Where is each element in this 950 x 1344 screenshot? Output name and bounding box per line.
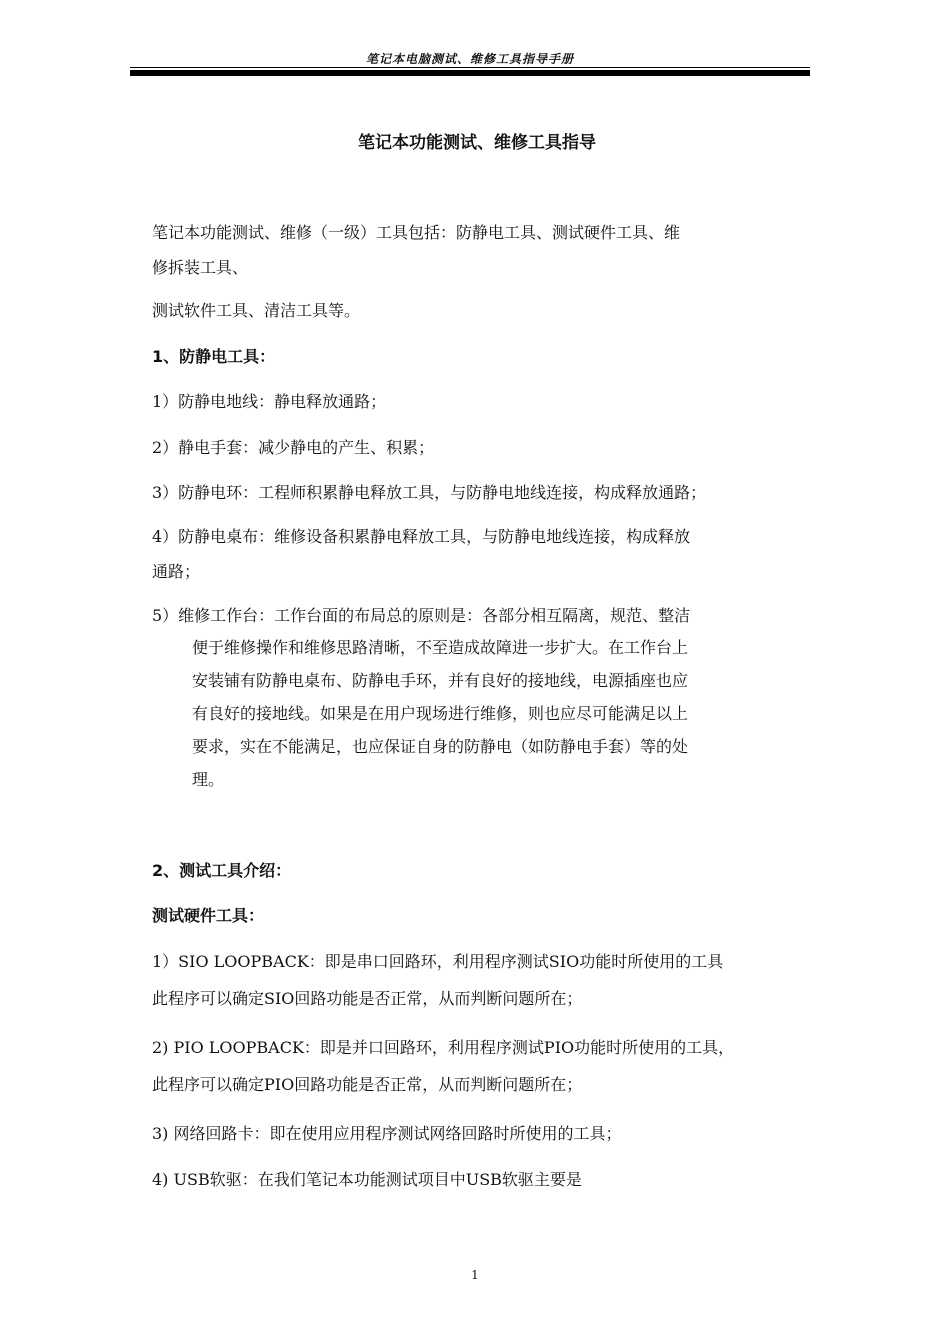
list-item-continuation: 要求，实在不能满足，也应保证自身的防静电（如防静电手套）等的处: [192, 737, 689, 756]
document-title: 笔记本功能测试、维修工具指导: [358, 133, 596, 153]
list-item: 2) PIO LOOPBACK：即是并口回路环，利用程序测试PIO功能时所使用的工具，: [152, 1038, 735, 1057]
list-item: 5）维修工作台：工作台面的布局总的原则是：各部分相互隔离，规范、整洁: [152, 606, 691, 625]
list-item: 4）防静电桌布：维修设备积累静电释放工具，与防静电地线连接，构成释放: [152, 527, 691, 546]
section-1-heading: 1、防静电工具：: [152, 347, 276, 366]
section-2-heading: 2、测试工具介绍：: [152, 861, 292, 880]
page-number: 1: [471, 1268, 479, 1282]
section-2-subheading: 测试硬件工具：: [152, 906, 265, 925]
list-item-continuation: 有良好的接地线。如果是在用户现场进行维修，则也应尽可能满足以上: [192, 704, 689, 723]
list-item: 1）防静电地线：静电释放通路；: [152, 392, 387, 411]
list-item: 2）静电手套：减少静电的产生、积累；: [152, 438, 435, 457]
list-item-continuation: 理。: [192, 770, 225, 789]
header-rule-thick: [130, 70, 810, 76]
list-item-continuation: 通路；: [152, 562, 201, 581]
running-header: 笔记本电脑测试、维修工具指导手册: [365, 52, 574, 66]
list-item-continuation: 安装铺有防静电桌布、防静电手环，并有良好的接地线，电源插座也应: [192, 671, 689, 690]
list-item-continuation: 此程序可以确定SIO回路功能是否正常，从而判断问题所在；: [152, 989, 583, 1008]
list-item-continuation: 此程序可以确定PIO回路功能是否正常，从而判断问题所在；: [152, 1075, 583, 1094]
intro-line-2: 修拆装工具、: [152, 258, 249, 277]
list-item: 4) USB软驱：在我们笔记本功能测试项目中USB软驱主要是: [152, 1170, 582, 1189]
list-item: 3) 网络回路卡：即在使用应用程序测试网络回路时所使用的工具；: [152, 1124, 622, 1143]
list-item: 3）防静电环：工程师积累静电释放工具，与防静电地线连接，构成释放通路；: [152, 483, 707, 502]
intro-line-3: 测试软件工具、清洁工具等。: [152, 301, 361, 320]
list-item-continuation: 便于维修操作和维修思路清晰，不至造成故障进一步扩大。在工作台上: [192, 638, 689, 657]
intro-line-1: 笔记本功能测试、维修（一级）工具包括：防静电工具、测试硬件工具、维: [152, 223, 681, 242]
header-rule-thin: [130, 67, 810, 68]
list-item: 1）SIO LOOPBACK：即是串口回路环，利用程序测试SIO功能时所使用的工具: [152, 952, 724, 971]
